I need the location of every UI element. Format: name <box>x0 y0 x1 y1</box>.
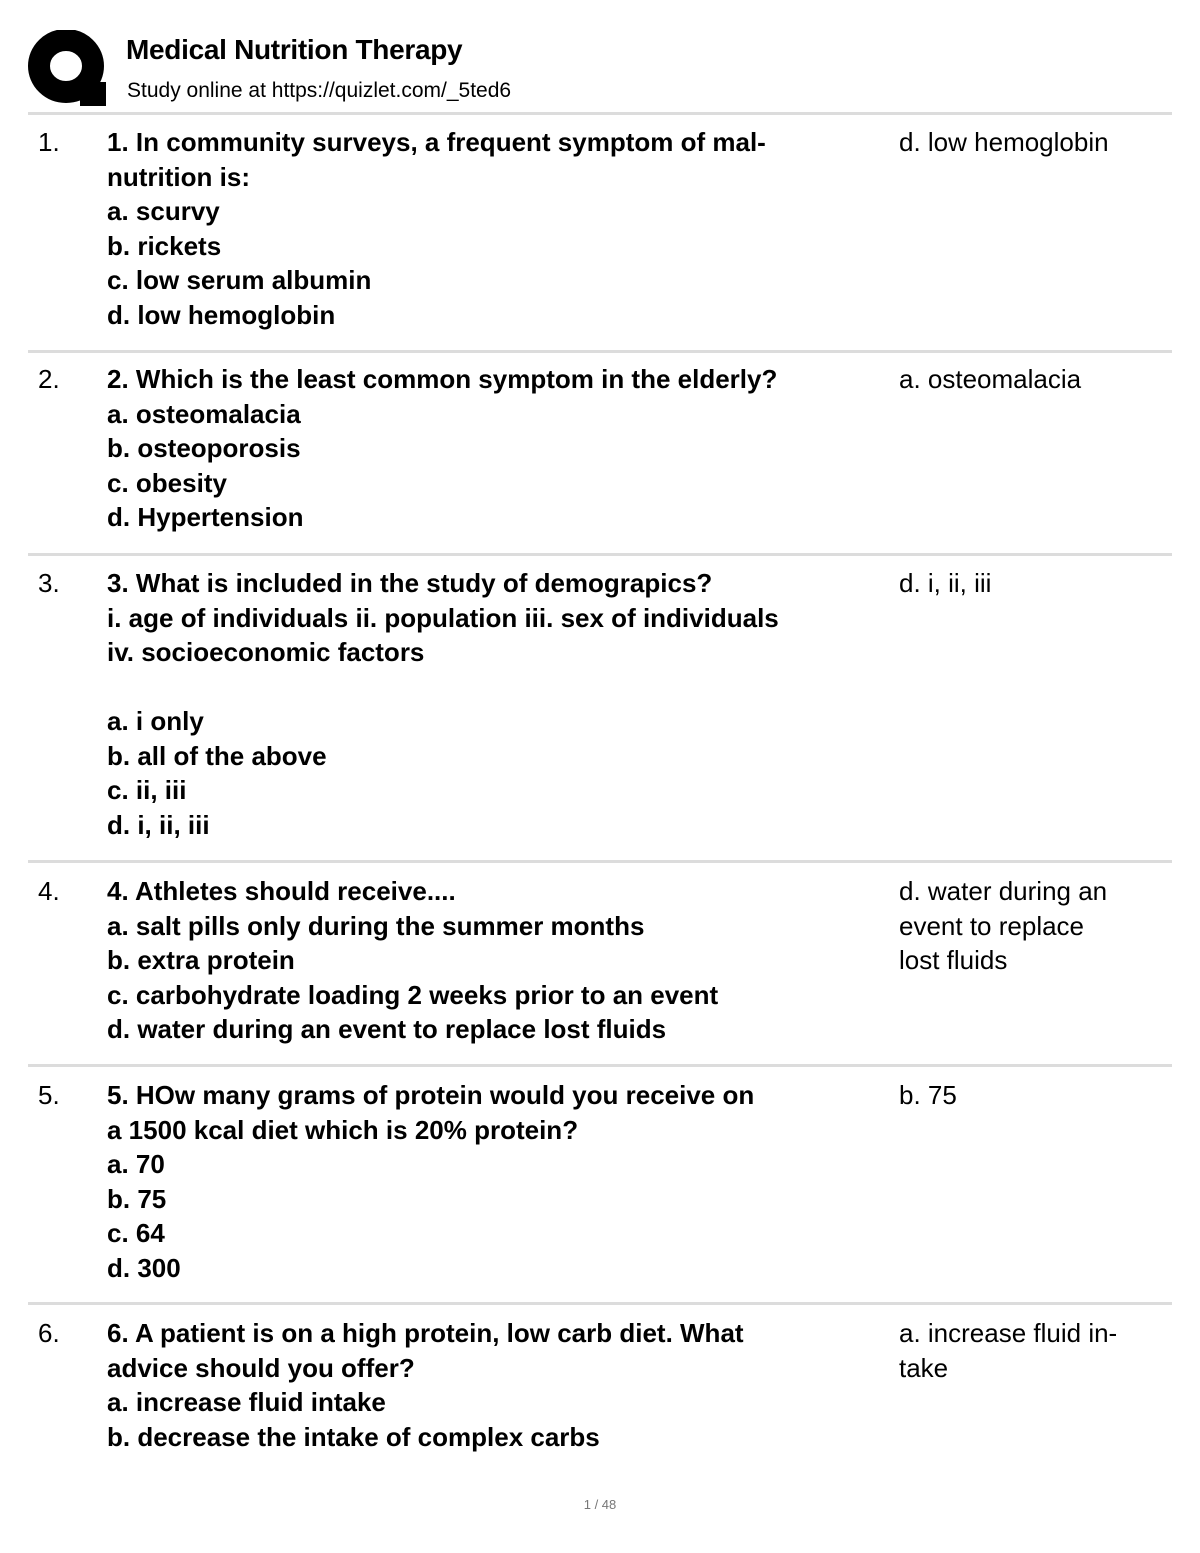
option-line: a. salt pills only during the summer months <box>107 910 645 941</box>
option-line: a. increase fluid intake <box>107 1387 386 1417</box>
card-number: 6. <box>38 1318 60 1348</box>
blank-line <box>107 670 897 705</box>
card-number: 2. <box>38 364 60 394</box>
card-question <box>107 1078 897 1285</box>
card-question <box>107 125 897 332</box>
option-line: b. osteoporosis <box>107 433 301 463</box>
option-line: c. low serum albumin <box>107 265 372 295</box>
card-number: 3. <box>38 568 60 598</box>
option-line: a. osteomalacia <box>107 398 301 429</box>
study-online-link[interactable]: Study online at https://quizlet.com/_5ted6 <box>127 79 512 102</box>
card-divider <box>28 1302 1172 1305</box>
card-divider <box>28 1064 1172 1067</box>
option-line: d. Hypertension <box>107 502 304 532</box>
card-answer <box>899 566 1169 601</box>
option-line: a. 70 <box>107 1149 165 1179</box>
option-line: c. carbohydrate loading 2 weeks prior to an event <box>107 979 719 1010</box>
card-question <box>107 1316 897 1454</box>
page-indicator: 1 / 48 <box>583 1497 617 1512</box>
card-answer <box>899 1316 1169 1385</box>
option-line: c. ii, iii <box>107 775 187 805</box>
option-line: b. decrease the intake of complex carbs <box>107 1421 600 1452</box>
card-number: 5. <box>38 1080 60 1110</box>
option-line: c. 64 <box>107 1218 165 1248</box>
question-line: 6. A patient is on a high protein, low carb diet. What <box>107 1318 744 1348</box>
question-line: 2. Which is the least common symptom in the elderly? <box>107 364 778 394</box>
answer-line: take <box>899 1352 949 1383</box>
question-line: advice should you offer? <box>107 1352 415 1383</box>
card-answer <box>899 125 1169 160</box>
card-divider <box>28 350 1172 353</box>
option-line: d. i, ii, iii <box>107 809 210 840</box>
option-line: d. low hemoglobin <box>107 299 336 330</box>
option-line: c. obesity <box>107 467 227 498</box>
card-answer <box>899 1078 1169 1113</box>
card-divider <box>28 860 1172 863</box>
card-number: 4. <box>38 876 60 906</box>
answer-line: event to replace <box>899 910 1085 941</box>
card-answer <box>899 362 1169 397</box>
option-line: d. 300 <box>107 1252 181 1283</box>
card-question <box>107 566 897 842</box>
option-line: d. water during an event to replace lost fluids <box>107 1014 667 1044</box>
question-line: 3. What is included in the study of demograpics? <box>107 568 713 598</box>
question-line: 1. In community surveys, a frequent symptom of mal- <box>107 127 766 157</box>
question-line: a 1500 kcal diet which is 20% protein? <box>107 1114 579 1145</box>
option-line: a. scurvy <box>107 196 220 226</box>
card-question <box>107 362 897 535</box>
card-divider <box>28 553 1172 556</box>
answer-line: a. increase fluid in- <box>899 1318 1118 1348</box>
card-answer <box>899 874 1169 978</box>
question-line: 5. HOw many grams of protein would you receive on <box>107 1080 755 1110</box>
quizlet-logo-icon <box>28 30 108 106</box>
answer-line: d. low hemoglobin <box>899 127 1109 157</box>
question-line: 4. Athletes should receive.... <box>107 876 456 906</box>
answer-line: b. 75 <box>899 1080 957 1110</box>
question-line: i. age of individuals ii. population iii. sex of individuals <box>107 602 779 633</box>
option-line: b. rickets <box>107 230 222 261</box>
answer-line: d. water during an <box>899 876 1108 906</box>
header-divider <box>28 112 1172 115</box>
option-line: b. extra protein <box>107 945 295 975</box>
card-question <box>107 874 897 1047</box>
question-line: nutrition is: <box>107 161 250 192</box>
option-line: b. 75 <box>107 1183 167 1214</box>
option-line: b. all of the above <box>107 740 327 771</box>
question-line: iv. socioeconomic factors <box>107 637 425 667</box>
document-title: Medical Nutrition Therapy <box>126 34 463 65</box>
option-line: a. i only <box>107 706 204 736</box>
answer-line: lost fluids <box>899 945 1008 975</box>
answer-line: a. osteomalacia <box>899 364 1082 394</box>
card-number: 1. <box>38 127 60 157</box>
answer-line: d. i, ii, iii <box>899 568 992 598</box>
